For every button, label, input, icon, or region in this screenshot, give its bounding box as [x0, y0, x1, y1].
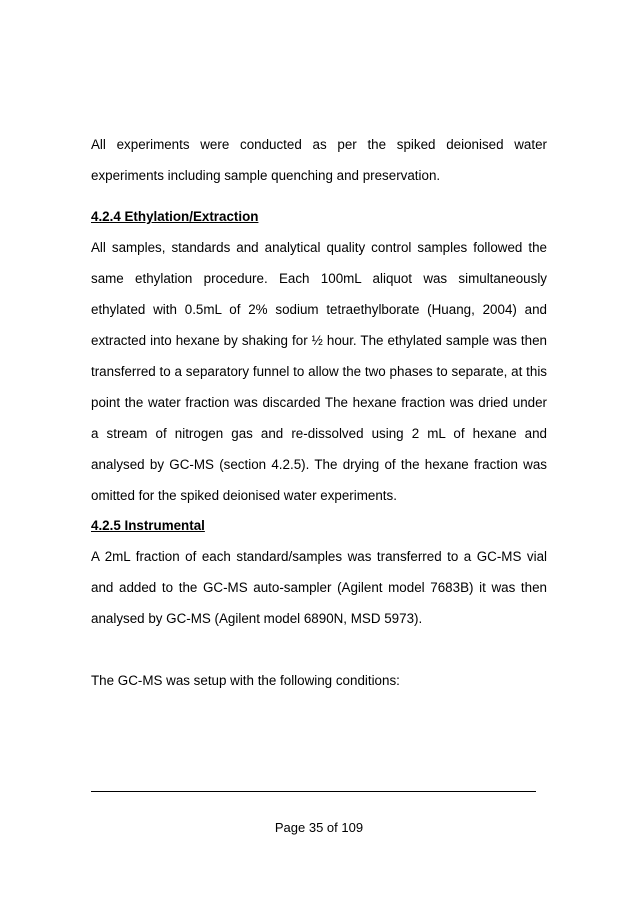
paragraph-ethylation-procedure: All samples, standards and analytical quality control samples followed the same ethylation procedure. Each 100mL aliquot was simultaneously ethylated with 0.5mL of 2% sodium tetraethylborate (Huang, 2004) and extracted into hexane by shaking for ½ hour. The ethylated sample was then transferred to a separatory funnel to allow the two phases to separate, at this point the water fraction was discarded The hexane fraction was dried under a stream of nitrogen gas and re-dissolved using 2 mL of hexane and analysed by GC-MS (section 4.2.5). The drying of the hexane fraction was omitted for the spiked deionised water experiments.	[91, 240, 547, 503]
page-number: Page 35 of 109	[274, 820, 364, 835]
section-heading-ethylation-extraction: 4.2.4 Ethylation/Extraction	[91, 209, 259, 224]
paragraph-instrumental: A 2mL fraction of each standard/samples was transferred to a GC-MS vial and added to the GC-MS auto-sampler (Agilent model 7683B) it was then analysed by GC-MS (Agilent model 6890N, MSD 5973).	[91, 549, 547, 626]
paragraph-experiments: All experiments were conducted as per the spiked deionised water experiments including sample quenching and preservation.	[91, 137, 547, 183]
paragraph-gcms-setup: The GC-MS was setup with the following conditions:	[91, 673, 400, 688]
section-heading-instrumental: 4.2.5 Instrumental	[91, 518, 205, 533]
footer-divider	[91, 791, 536, 792]
